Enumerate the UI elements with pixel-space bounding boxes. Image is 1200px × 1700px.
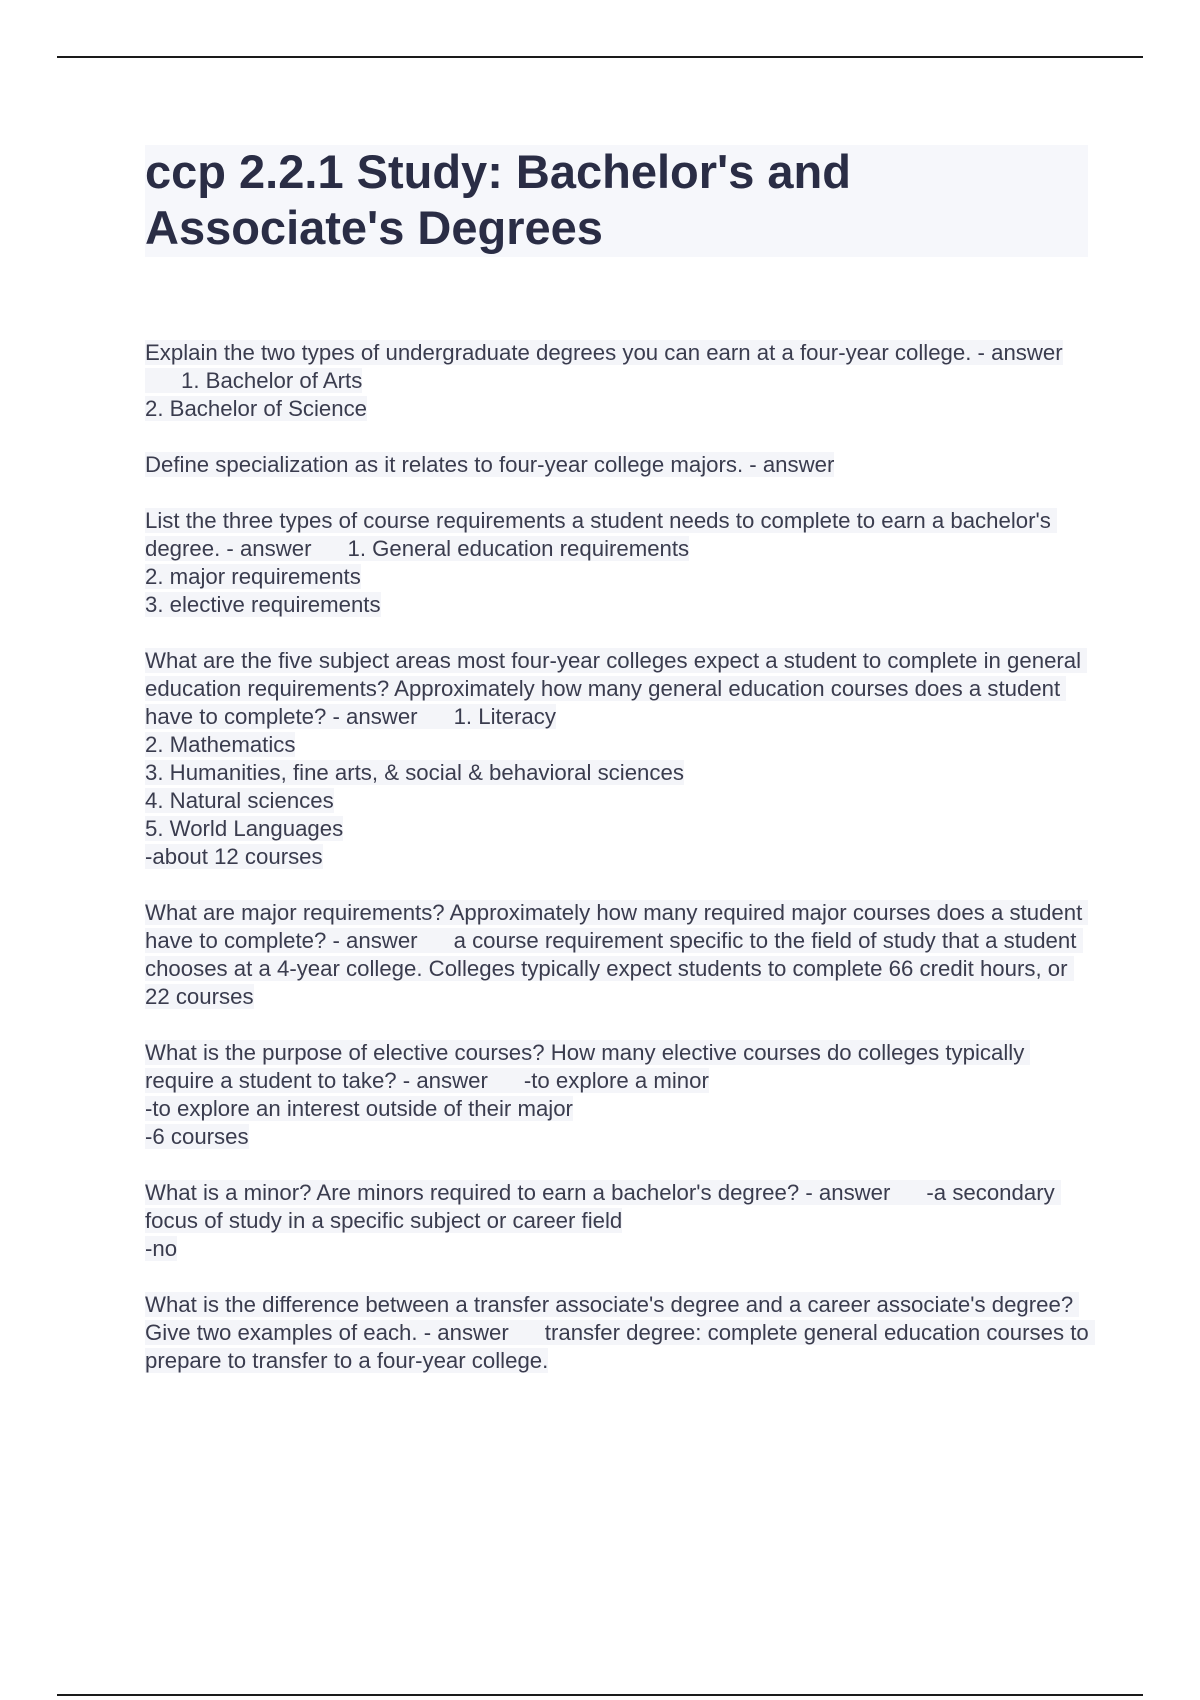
bottom-rule bbox=[57, 1694, 1143, 1696]
answer-line: 5. World Languages bbox=[145, 816, 344, 841]
qa-item-5 bbox=[145, 899, 1090, 1011]
answer-line: 2. Mathematics bbox=[145, 732, 296, 757]
answer-line: -about 12 courses bbox=[145, 844, 323, 869]
answer-line: 2. major requirements bbox=[145, 564, 361, 589]
question: Define specialization as it relates to four-year college majors. - answer bbox=[145, 452, 835, 477]
answer-line: 2. Bachelor of Science bbox=[145, 396, 368, 421]
answer-line: -a secondary focus of study in a specific subject or career field bbox=[145, 1180, 1061, 1233]
answer-line: a course requirement specific to the field of study that a student chooses at a 4-year college. Colleges typically expect students to complete 66 credit hours, or 22 courses bbox=[145, 928, 1083, 1009]
question: What is a minor? Are minors required to earn a bachelor's degree? - answer bbox=[145, 1180, 891, 1205]
qa-list bbox=[145, 339, 1095, 1403]
answer-line: -to explore an interest outside of their major bbox=[145, 1096, 573, 1121]
qa-item-8 bbox=[145, 1291, 1095, 1375]
question: What are the five subject areas most four-year colleges expect a student to complete in general education requirements? Approximately how many general education courses does a student have to complete? - answer bbox=[145, 648, 1088, 729]
answer-line: 3. elective requirements bbox=[145, 592, 381, 617]
qa-item-7 bbox=[145, 1179, 1090, 1263]
page-title bbox=[145, 144, 1045, 256]
answer-line: 1. Bachelor of Arts bbox=[181, 368, 363, 393]
qa-item-2 bbox=[145, 451, 1090, 479]
answer-line: -to explore a minor bbox=[523, 1068, 709, 1093]
answer-line: 1. Literacy bbox=[453, 704, 556, 729]
answer-line: transfer degree: complete general education courses to prepare to transfer to a four-year college. bbox=[145, 1320, 1095, 1373]
title-line-1: ccp 2.2.1 Study: Bachelor's and bbox=[145, 145, 851, 198]
question: What are major requirements? Approximately how many required major courses does a student have to complete? - answer bbox=[145, 900, 1089, 953]
answer-line: 4. Natural sciences bbox=[145, 788, 334, 813]
answer-line: 3. Humanities, fine arts, & social & behavioral sciences bbox=[145, 760, 684, 785]
answer-line: 1. General education requirements bbox=[347, 536, 690, 561]
answer-line: -no bbox=[145, 1236, 178, 1261]
question: What is the difference between a transfer associate's degree and a career associate's degree? Give two examples of each. - answer bbox=[145, 1292, 1080, 1345]
qa-item-1 bbox=[145, 339, 1090, 423]
question: List the three types of course requirements a student needs to complete to earn a bachelor's degree. - answer bbox=[145, 508, 1057, 561]
title-line-2: Associate's Degrees bbox=[145, 201, 603, 254]
question: What is the purpose of elective courses? How many elective courses do colleges typically require a student to take? - answer bbox=[145, 1040, 1031, 1093]
qa-item-4 bbox=[145, 647, 1090, 871]
answer-line: -6 courses bbox=[145, 1124, 249, 1149]
qa-item-6 bbox=[145, 1039, 1090, 1151]
qa-item-3 bbox=[145, 507, 1090, 619]
question: Explain the two types of undergraduate degrees you can earn at a four-year college. - answer bbox=[145, 340, 1063, 365]
top-rule bbox=[57, 56, 1143, 58]
